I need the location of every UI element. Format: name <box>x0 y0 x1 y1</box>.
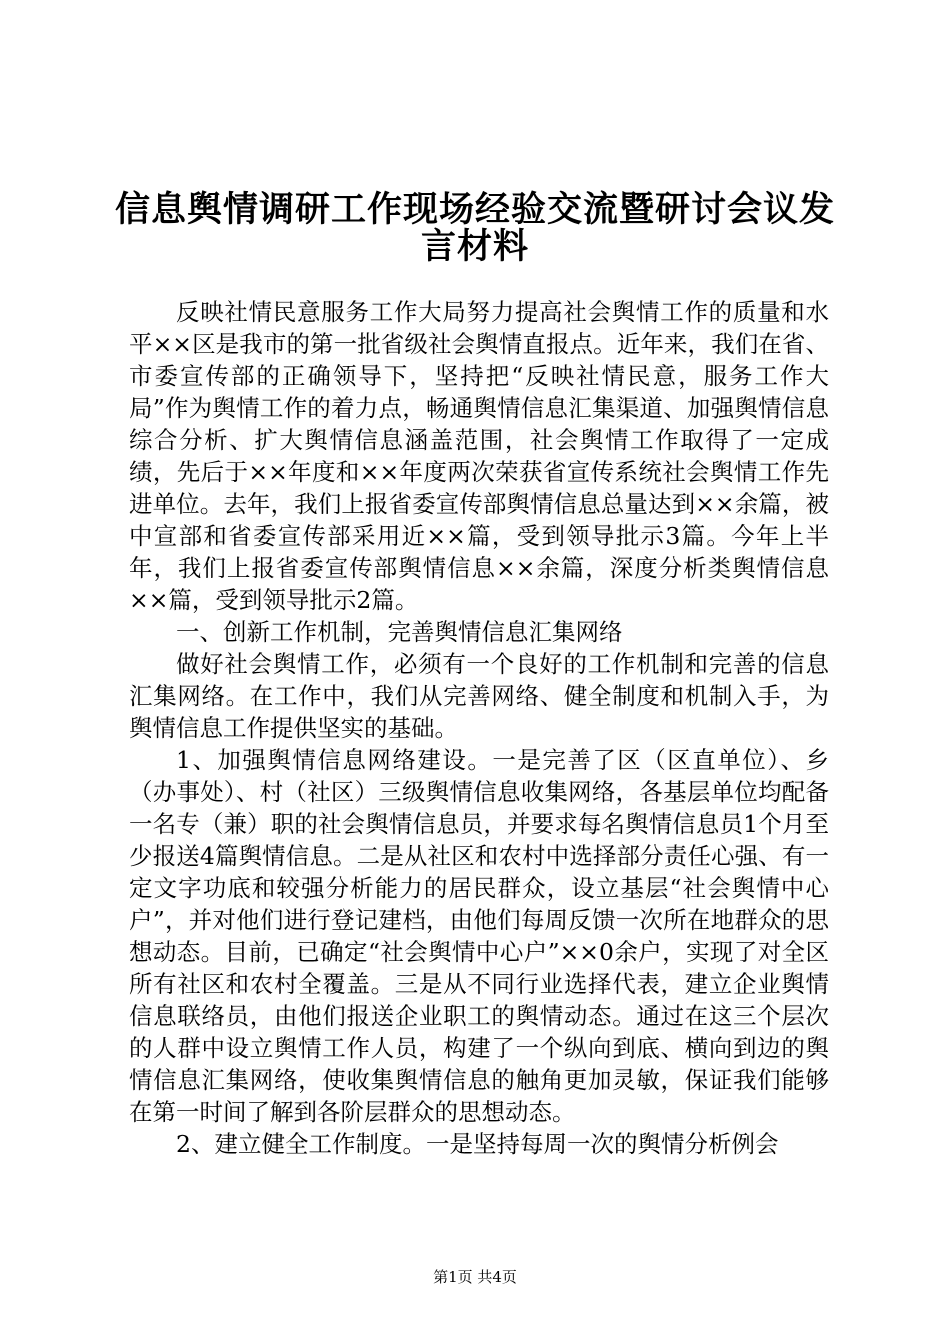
document-title-line-2: 言材料 <box>420 227 529 267</box>
paragraph-section-1-intro: 做好社会舆情工作，必须有一个良好的工作机制和完善的信息汇集网络。在工作中，我们从完善网络、健全制度和机制入手，为舆情信息工作提供坚实的基础。 <box>129 650 829 742</box>
paragraph-network-building: 1、加强舆情信息网络建设。一是完善了区（区直单位）、乡（办事处）、村（社区）三级舆情信息收集网络，各基层单位均配备一名专（兼）职的社会舆情信息员，并要求每名舆情信息员1个月至少报送4篇舆情信息。二是从社区和农村中选择部分责任心强、有一定文字功底和较强分析能力的居民群众，设立基层“社会舆情中心户”，并对他们进行登记建档，由他们每周反馈一次所在地群众的思想动态。目前，已确定“社会舆情中心户”××0余户，实现了对全区所有社区和农村全覆盖。三是从不同行业选择代表，建立企业舆情信息联络员，由他们报送企业职工的舆情动态。通过在这三个层次的人群中设立舆情工作人员，构建了一个纵向到底、横向到边的舆情信息汇集网络，使收集舆情信息的触角更加灵敏，保证我们能够在第一时间了解到各阶层群众的思想动态。 <box>129 746 829 1126</box>
page-number-footer: 第1页 共4页 <box>433 1268 517 1286</box>
document-body <box>129 296 829 1160</box>
paragraph-work-system: 2、建立健全工作制度。一是坚持每周一次的舆情分析例会 <box>176 1130 779 1158</box>
document-title-line-1: 信息舆情调研工作现场经验交流暨研讨会议发 <box>114 190 835 230</box>
section-heading-1: 一、创新工作机制，完善舆情信息汇集网络 <box>176 618 623 646</box>
paragraph-intro: 反映社情民意服务工作大局努力提高社会舆情工作的质量和水平××区是我市的第一批省级社会舆情直报点。近年来，我们在省、市委宣传部的正确领导下，坚持把“反映社情民意，服务工作大局”作为舆情工作的着力点，畅通舆情信息汇集渠道、加强舆情信息综合分析、扩大舆情信息涵盖范围，社会舆情工作取得了一定成绩，先后于××年度和××年度两次荣获省宣传系统社会舆情工作先进单位。去年，我们上报省委宣传部舆情信息总量达到××余篇，被中宣部和省委宣传部采用近××篇，受到领导批示3篇。今年上半年，我们上报省委宣传部舆情信息××余篇，深度分析类舆情信息××篇，受到领导批示2篇。 <box>129 298 829 614</box>
